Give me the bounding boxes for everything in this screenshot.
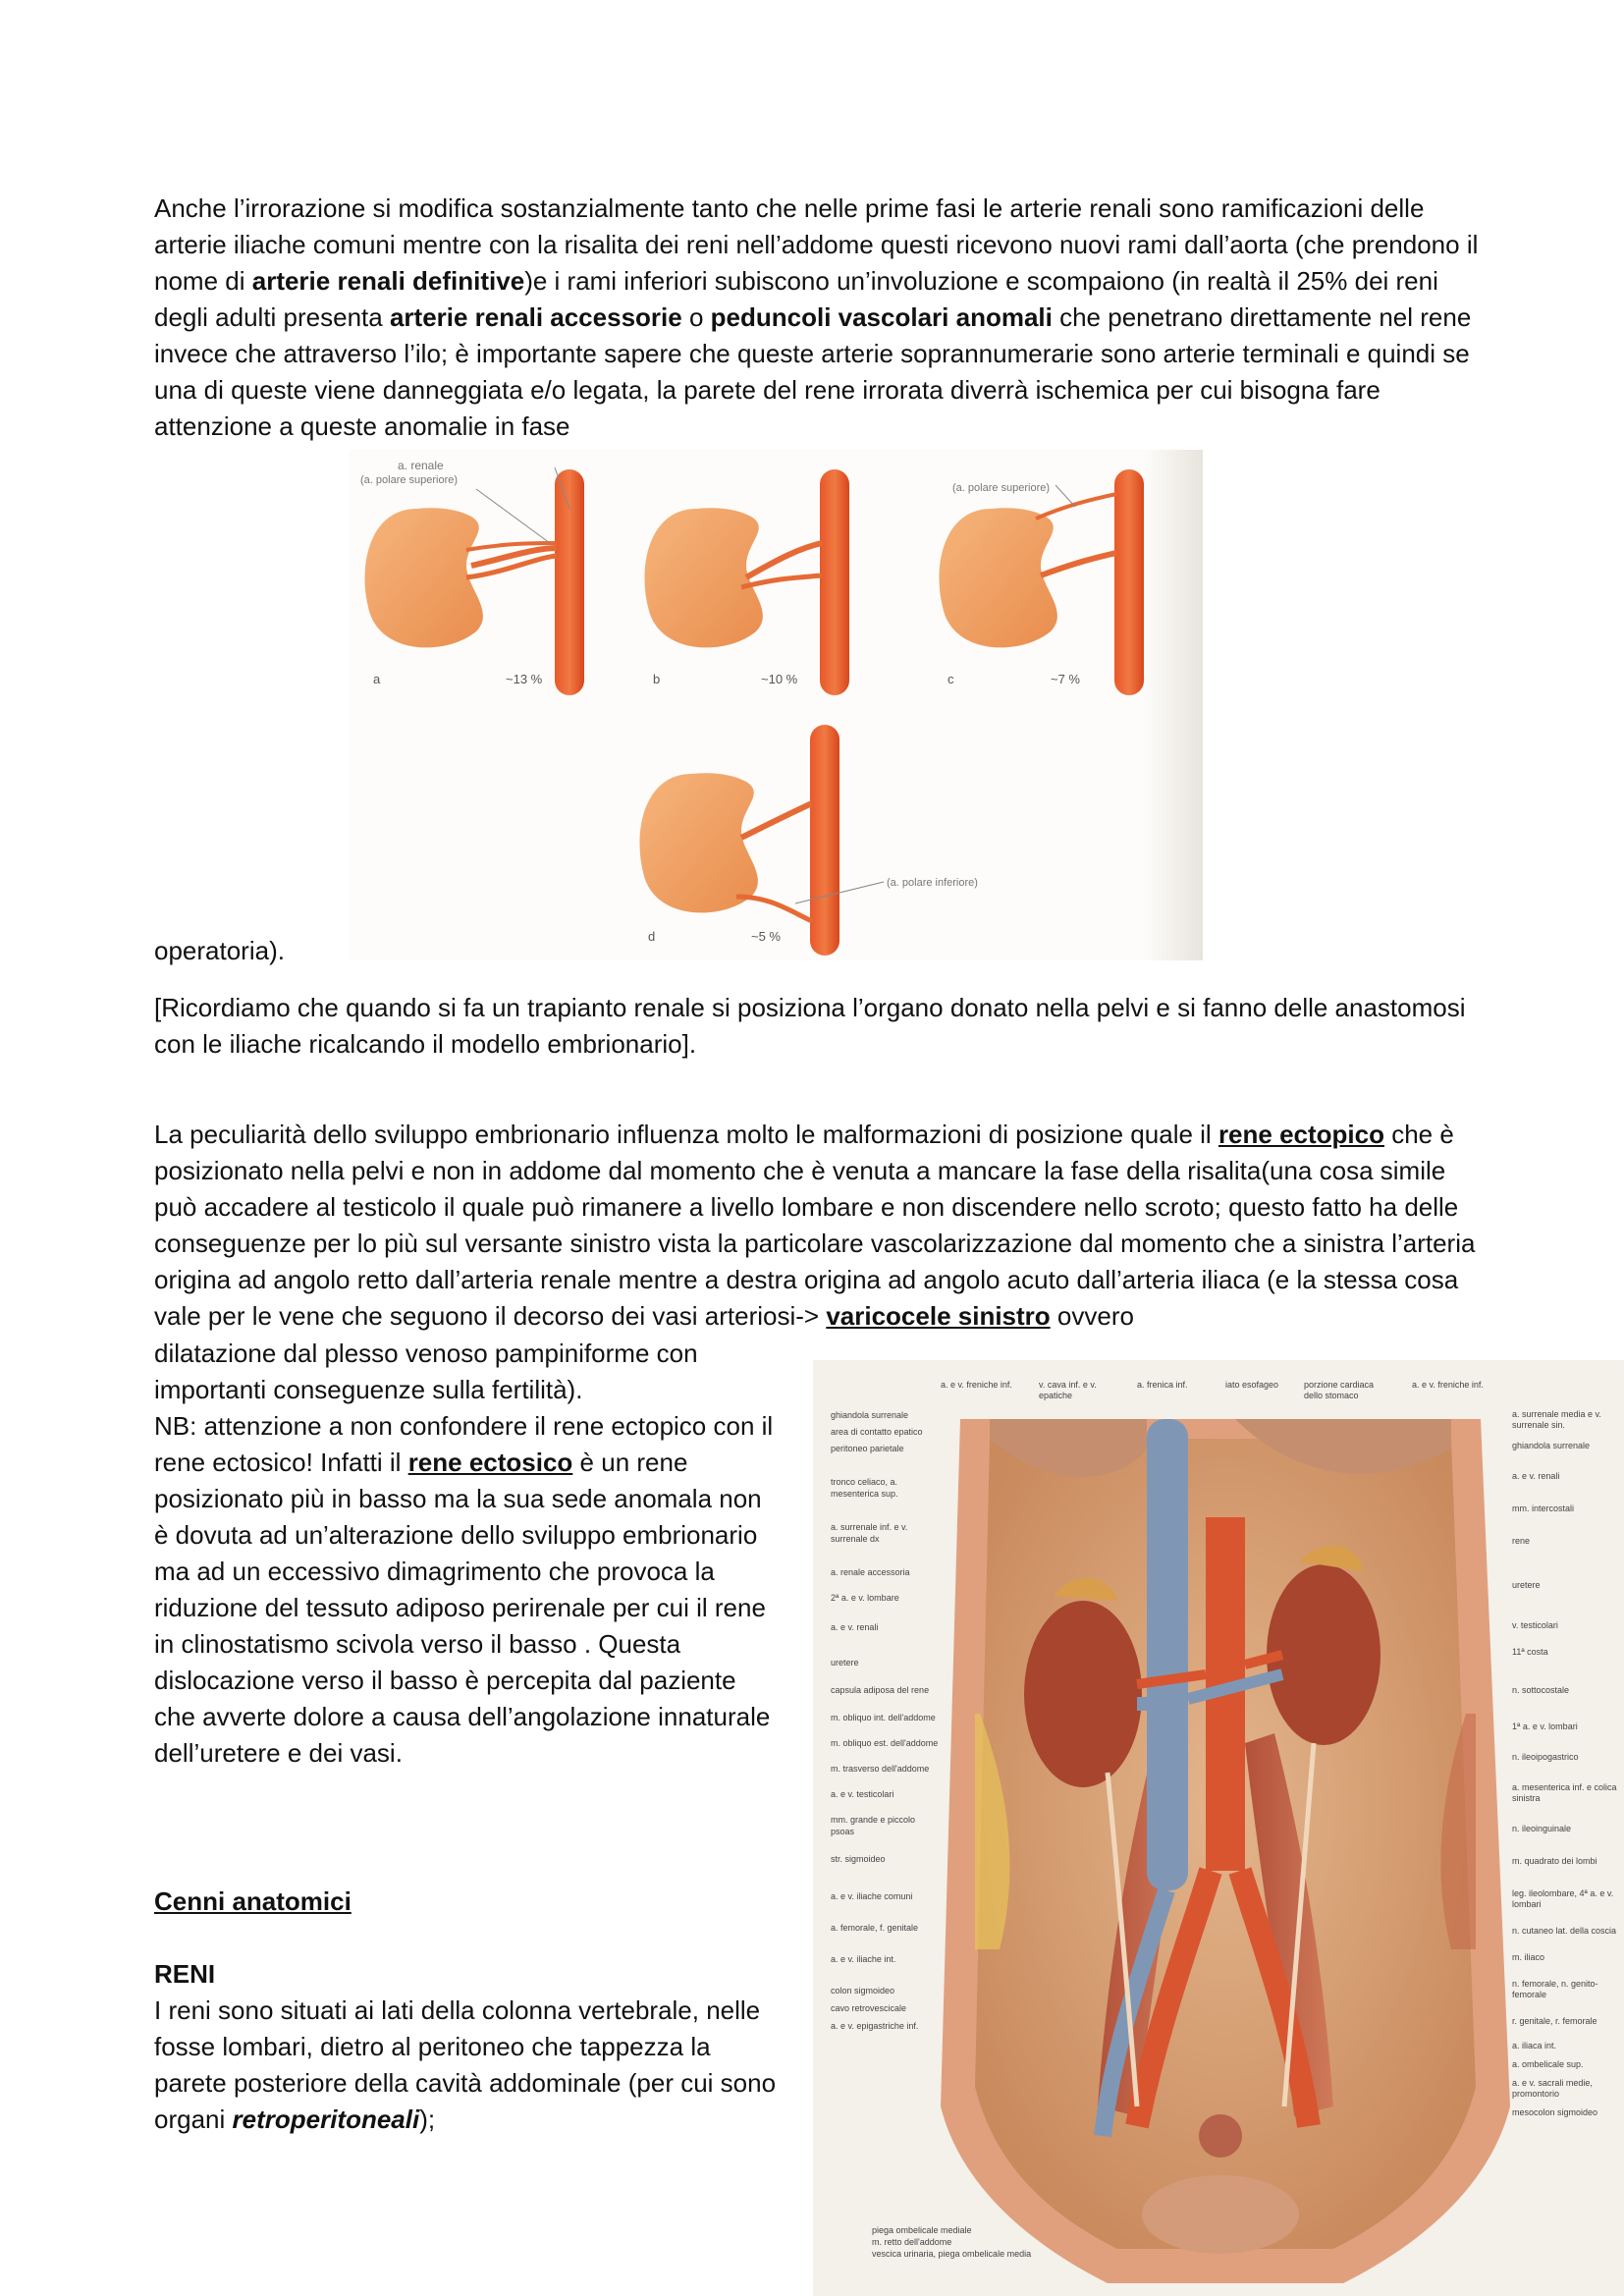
heading-reni: RENI [154,1959,216,1989]
variant-c-diagram [940,469,1144,695]
label-polare-inferiore: (a. polare inferiore) [887,877,978,889]
term-retroperitoneali: retroperitoneali [232,2105,420,2134]
paragraph-reni: I reni sono situati ai lati della colonna vertebrale, nelle fosse lombari, dietro al peritoneo che tappezza la parete posteriore della cavità addominale (per cui sono organi retroperitoneali); [154,1995,777,2134]
renal-artery-variants-figure [349,450,1203,960]
paragraph-rene-ectopico: La peculiarità dello sviluppo embrionario influenza molto le malformazioni di posizione quale il rene ectopico che è posizionato nella pelvi e non in addome dal momento che è venuta a mancare la fase della risalita(una cosa simile può accadere al testicolo il quale può rimanere a livello lombare e non discendere nello scroto; questo fatto ha delle conseguenze per lo più sul versante sinistro vista la particolare vascolarizzazione dal momento che a sinistra l’arteria origina ad angolo retto dall’arteria renale mentre a destra origina ad angolo acuto dall’arteria iliaca (e la stessa cosa vale per le vene che seguono il decorso dei vasi arteriosi-> varicocele sinistro ovvero [154,1120,1476,1331]
variant-d-diagram [640,725,884,956]
top-labels: a. e v. freniche inf. v. cava inf. e v. epatiche a. frenica inf. iato esofageo porzione cardiaca dello stomaco a. e v. freniche inf. [941,1380,1484,1400]
variant-a-percent: ~13 % [506,672,543,686]
paragraph-irrorazione: Anche l’irrorazione si modifica sostanzialmente tanto che nelle prime fasi le arterie renali sono ramificazioni delle arterie iliache comuni mentre con la risalita dei reni nell’addome questi ricevono nuovi rami dall’aorta (che prendono il nome di arterie renali definitive)e i rami inferiori subiscono un’involuzione e scompaiono (in realtà il 25% dei reni degli adulti presenta arterie renali accessorie o peduncoli vascolari anomali che penetrano direttamente nel rene invece che attraverso l’ilo; è importante sapere che queste arterie soprannumerarie sono arterie terminali e quindi se una di queste viene danneggiata e/o legata, la parete del rene irrorata diverrà ischemica per cui bisogna fare attenzione a queste anomalie in fase [154,193,1479,441]
variant-c-letter: c [947,672,954,686]
heading-cenni-anatomici: Cenni anatomici [154,1886,352,1916]
term-arterie-renali-accessorie: arterie renali accessorie [389,302,682,332]
variant-a-diagram [365,467,584,695]
paragraph-rene-ectosico: dilatazione dal plesso venoso pampiniforme con importanti conseguenze sulla fertilità). NB: attenzione a non confondere il rene ectopico con il rene ectosico! Infatti il rene ectosico è un rene posizionato più in basso ma la sua sede anomala non è dovuta ad un’alterazione dello sviluppo embrionario ma ad un eccessivo dimagrimento che provoca la riduzione del tessuto adiposo perirenale per cui il rene in clinostatismo scivola verso il basso . Questa dislocazione verso il basso è percepita dal paziente che avverte dolore a causa dell’angolazione innaturale dell’uretere e dei vasi. [154,1339,774,1768]
variant-d-letter: d [648,929,656,944]
term-varicocele-sinistro: varicocele sinistro [826,1301,1051,1331]
term-rene-ectosico: rene ectosico [407,1448,573,1477]
left-labels: ghiandola surrenale area di contatto epatico peritoneo parietale tronco celiaco, a. mesenterica sup. a. surrenale inf. e v. surrenale dx a. renale accessoria 2ª a. e v. lombare a. e v. renali uretere capsula adiposa del rene m. obliquo int. dell'addome m. obliquo est. dell'addome m. trasverso dell'addome a. e v. testicolari mm. grande e piccolo psoas str. sigmoideo a. e v. iliache comuni a. femorale, f. genitale a. e v. iliache int. colon sigmoideo cavo retrovescicale a. e v. epigastriche inf. [831,1410,939,2031]
term-peduncoli-vascolari-anomali: peduncoli vascolari anomali [710,302,1053,332]
variant-d-percent: ~5 % [751,929,781,944]
paragraph-trapianto: [Ricordiamo che quando si fa un trapianto renale si posiziona l’organo donato nella pelvi e si fanno delle anastomosi con le iliache ricalcando il modello embrionario]. [154,993,1466,1059]
paragraph-end-operatoria: operatoria). [154,936,285,965]
variant-b-diagram [645,469,849,695]
term-rene-ectopico: rene ectopico [1218,1120,1384,1149]
label-polare-superiore-a: (a. polare superiore) [360,474,459,486]
variant-b-letter: b [653,672,661,686]
term-arterie-renali-definitive: arterie renali definitive [251,266,525,296]
variant-c-percent: ~7 % [1051,672,1080,686]
right-labels: a. surrenale media e v. surrenale sin. ghiandola surrenale a. e v. renali mm. intercostali rene uretere v. testicolari 11ª costa n. sottocostale 1ª a. e v. lombari n. ileoipogastrico a. mesenterica inf. e colica sinistra n. ileoinguinale m. quadrato dei lombi leg. ileolombare, 4ª a. e v. lombari n. cutaneo lat. della coscia m. iliaco n. femorale, n. genito-femorale r. genitale, r. femorale a. iliaca int. a. ombelicale sup. a. e v. sacrali medie, promontorio mesocolon sigmoideo [1512,1409,1617,2117]
variant-a-letter: a [373,672,381,686]
bottom-left-labels: piega ombelicale mediale m. retto dell'addome vescica urinaria, piega ombelicale media [872,2225,1032,2259]
label-polare-superiore-c: (a. polare superiore) [952,482,1051,494]
retroperitoneal-anatomy-figure [813,1360,1624,2296]
variant-b-percent: ~10 % [761,672,798,686]
label-a-renale: a. renale [398,459,444,472]
